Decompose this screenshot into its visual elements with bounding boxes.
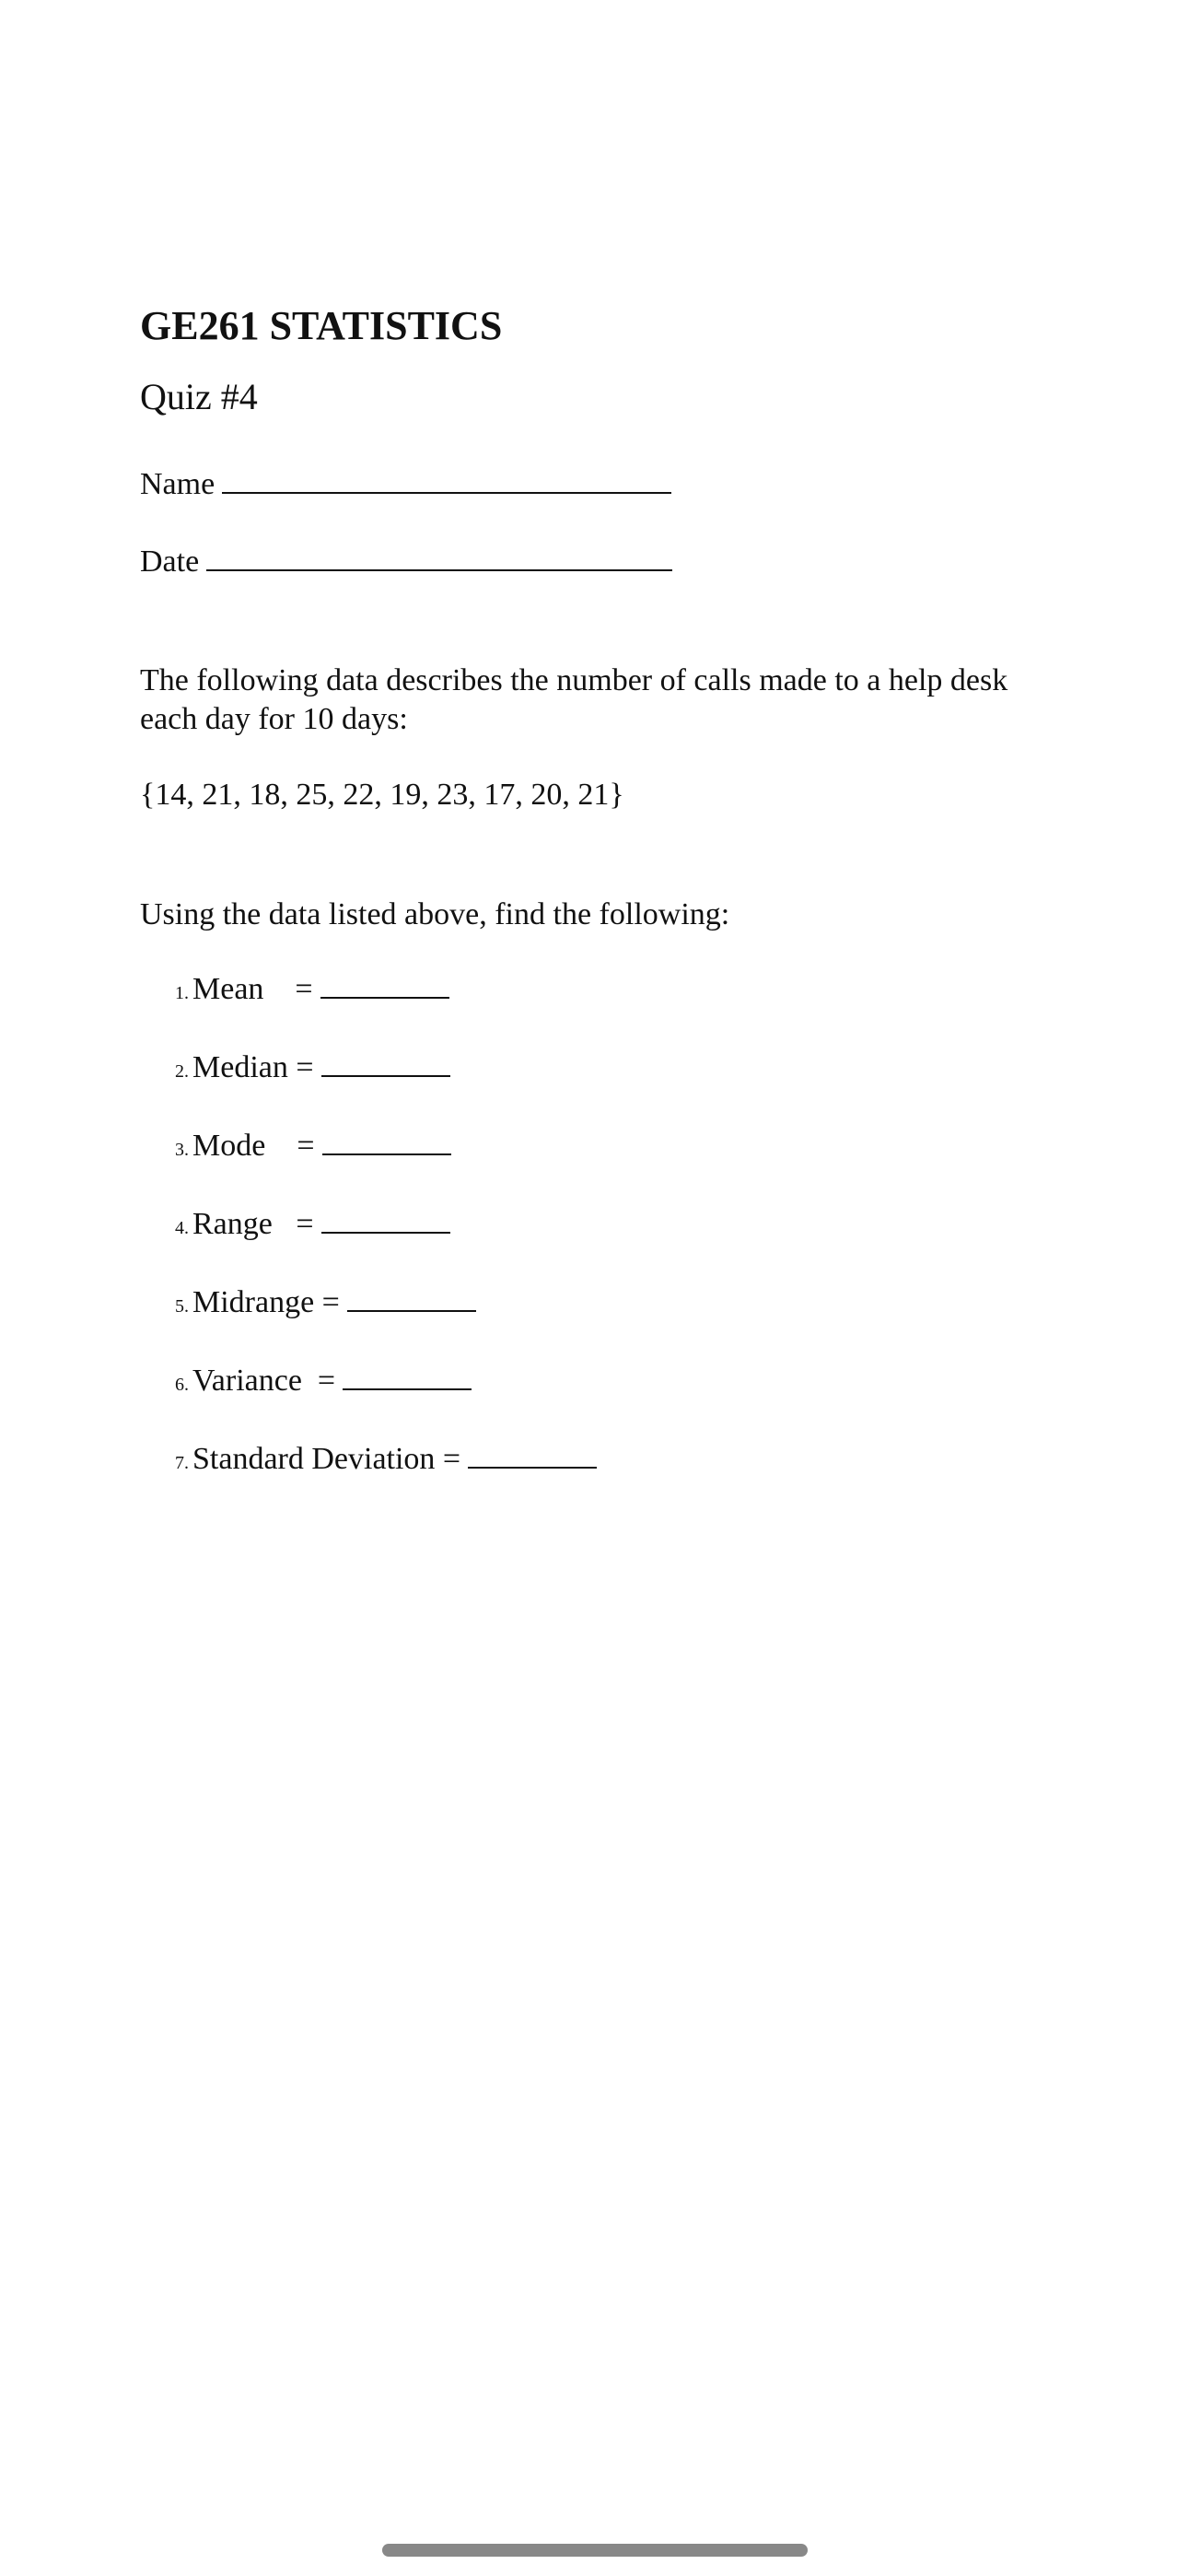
date-field	[140, 542, 672, 582]
question-number: 6.	[175, 1375, 189, 1395]
answer-blank-line	[468, 1439, 597, 1469]
answer-blank-line	[343, 1361, 472, 1390]
question-label: Midrange =	[192, 1285, 340, 1319]
question-list	[175, 969, 597, 1517]
question-item	[175, 1439, 597, 1517]
question-label: Mean =	[192, 972, 313, 1006]
name-label: Name	[140, 467, 215, 501]
question-number: 3.	[175, 1140, 189, 1160]
question-item	[175, 1048, 597, 1126]
question-number: 4.	[175, 1218, 189, 1238]
question-label: Standard Deviation =	[192, 1442, 461, 1476]
date-blank-line	[206, 542, 672, 571]
question-item	[175, 1126, 597, 1204]
question-number: 5.	[175, 1296, 189, 1317]
question-item	[175, 1361, 597, 1439]
question-item	[175, 969, 597, 1048]
page-title: GE261 STATISTICS	[140, 303, 503, 348]
home-indicator-bar[interactable]	[382, 2544, 808, 2557]
quiz-subtitle: Quiz #4	[140, 376, 258, 417]
answer-blank-line	[321, 1048, 450, 1077]
question-label: Variance =	[192, 1364, 336, 1398]
answer-blank-line	[322, 1126, 451, 1155]
answer-blank-line	[320, 969, 449, 999]
question-label: Median =	[192, 1050, 314, 1084]
date-label: Date	[140, 544, 200, 579]
answer-blank-line	[347, 1282, 476, 1312]
question-label: Range =	[192, 1207, 314, 1241]
question-number: 7.	[175, 1453, 189, 1473]
question-label: Mode =	[192, 1129, 315, 1163]
answer-blank-line	[321, 1204, 450, 1234]
question-item	[175, 1282, 597, 1361]
question-item	[175, 1204, 597, 1282]
name-field	[140, 464, 671, 505]
intro-paragraph: The following data describes the number of calls made to a help desk each day for 10 days:	[140, 663, 1008, 736]
dataset-text: {14, 21, 18, 25, 22, 19, 23, 17, 20, 21}	[140, 778, 624, 812]
name-blank-line	[222, 464, 671, 494]
question-number: 2.	[175, 1061, 189, 1082]
question-number: 1.	[175, 983, 189, 1003]
instruction-text: Using the data listed above, find the following:	[140, 897, 730, 931]
